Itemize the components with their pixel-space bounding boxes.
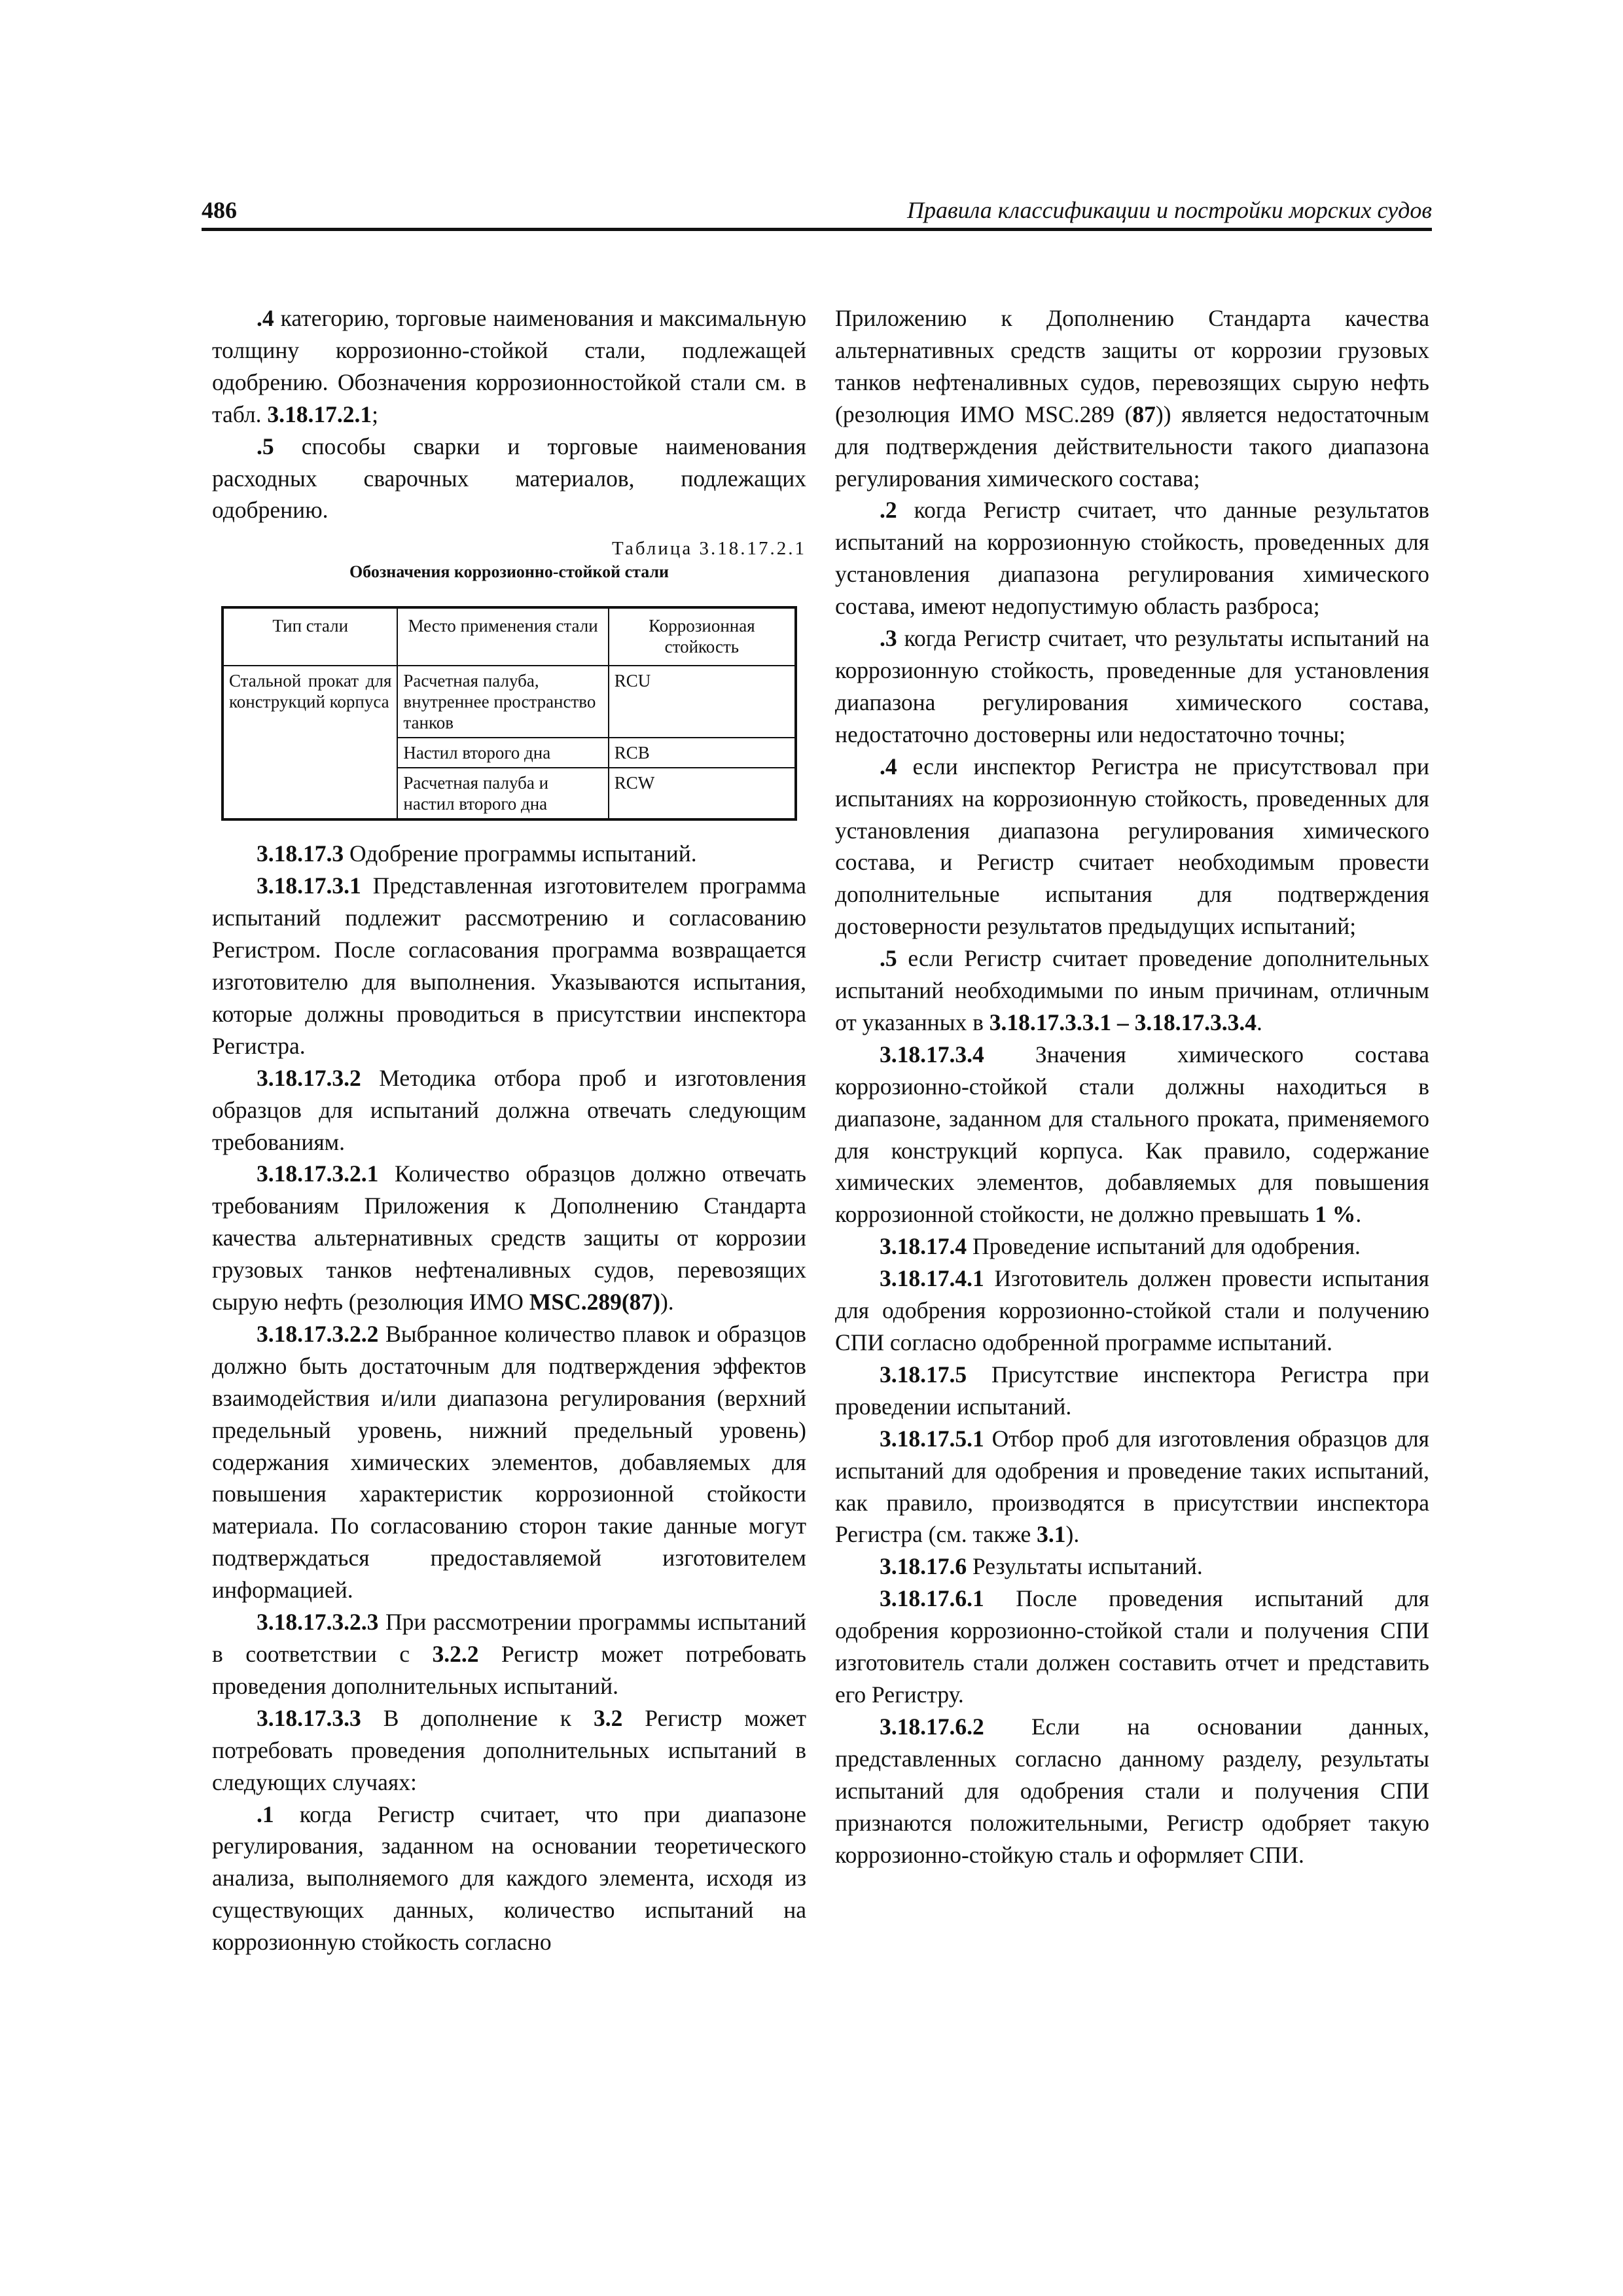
steel-designation-table xyxy=(221,606,797,821)
item-4-paragraph: .4 категорию, торговые наименования и максимальную толщину коррозионно-стойкой стали, подлежащей одобрению. Обозначения коррозионностойкой стали см. в табл. 3.18.17.2.1; xyxy=(212,305,806,427)
item-4-paragraph: .4 если инспектор Регистра не присутствовал при испытаниях на коррозионную стойкость, проведенных для установления диапазона регулирования химического состава, и Регистр считает необходимым провести дополнительные испытания для подтверждения достоверности результатов предыдущих испытаний; xyxy=(835,753,1429,940)
section-3-18-17-5: 3.18.17.5 Присутствие инспектора Регистра при проведении испытаний. xyxy=(835,1361,1429,1420)
section-3-18-17-6-1: 3.18.17.6.1 После проведения испытаний для одобрения коррозионно-стойкой стали и получения СПИ изготовитель стали должен составить отчет и представить его Регистру. xyxy=(835,1585,1429,1708)
section-3-18-17-3-3: 3.18.17.3.3 В дополнение к 3.2 Регистр может потребовать проведения дополнительных испытаний в следующих случаях: xyxy=(212,1704,806,1795)
table-header-cell: Место применения стали xyxy=(397,607,608,666)
place-cell: Расчетная палуба и настил второго дна xyxy=(397,768,608,819)
steel-type-cell: Стальной прокат для конструкций корпуса xyxy=(223,666,397,819)
item-5-paragraph: .5 если Регистр считает проведение дополнительных испытаний необходимыми по иным причинам, отличным от указанных в 3.18.17.3.3.1 – 3.18.17.3.3.4. xyxy=(835,945,1429,1035)
place-cell: Настил второго дна xyxy=(397,738,608,768)
section-3-18-17-6: 3.18.17.6 Результаты испытаний. xyxy=(880,1553,1203,1580)
section-3-18-17-4: 3.18.17.4 Проведение испытаний для одобрения. xyxy=(880,1233,1361,1260)
section-3-18-17-6-2: 3.18.17.6.2 Если на основании данных, представленных согласно данному разделу, результаты испытаний для одобрения стали и получения СПИ признаются положительными, Регистр одобряет такую коррозионно-стойкую сталь и оформляет СПИ. xyxy=(835,1713,1429,1868)
place-cell: Расчетная палуба, внутреннее пространство танков xyxy=(397,666,608,738)
code-cell: RCB xyxy=(609,738,796,768)
item-5-paragraph: .5 способы сварки и торговые наименования расходных сварочных материалов, подлежащих одобрению. xyxy=(212,433,806,524)
section-3-18-17-5-1: 3.18.17.5.1 Отбор проб для изготовления образцов для испытаний для одобрения и проведение таких испытаний, как правило, производятся в присутствии инспектора Регистра (см. также 3.1). xyxy=(835,1425,1429,1548)
page-header xyxy=(202,196,1432,231)
section-3-18-17-3: 3.18.17.3 Одобрение программы испытаний. xyxy=(257,840,697,867)
code-cell: RCW xyxy=(609,768,796,819)
table-header-cell: Тип стали xyxy=(223,607,397,666)
section-3-18-17-3-2: 3.18.17.3.2 Методика отбора проб и изготовления образцов для испытаний должна отвечать следующим требованиям. xyxy=(212,1064,806,1155)
table-header-row xyxy=(223,607,796,666)
item-1-paragraph: .1 когда Регистр считает, что при диапазоне регулирования, заданном на основании теоретического анализа, выполняемого для каждого элемента, исходя из существующих данных, количество испытаний на коррозионную стойкость согласно xyxy=(212,1801,806,1956)
table-title: Обозначения коррозионно-стойкой стали xyxy=(349,562,669,582)
table-row xyxy=(223,666,796,738)
table-label: Таблица 3.18.17.2.1 xyxy=(611,538,806,560)
section-3-18-17-3-1: 3.18.17.3.1 Представленная изготовителем программа испытаний подлежит рассмотрению и согласованию Регистром. После согласования программа возвращается изготовителю для выполнения. Указываются испытания, которые должны проводиться в присутствии инспектора Регистра. xyxy=(212,872,806,1059)
section-3-18-17-3-2-1: 3.18.17.3.2.1 Количество образцов должно отвечать требованиям Приложения к Дополнению Стандарта качества альтернативных средств защиты от коррозии грузовых танков нефтеналивных судов, перевозящих сырую нефть (резолюция ИМО MSC.289(87)). xyxy=(212,1160,806,1316)
item-3-paragraph: .3 когда Регистр считает, что результаты испытаний на коррозионную стойкость, проведенные для установления диапазона регулирования химического состава, недостаточно достоверны или недостаточно точны; xyxy=(835,625,1429,747)
table-header-cell: Коррозионная стойкость xyxy=(609,607,796,666)
right-column xyxy=(835,302,1429,1871)
section-3-18-17-3-4: 3.18.17.3.4 Значения химического состава коррозионно-стойкой стали должны находиться в диапазоне, заданном для стального проката, применяемого для конструкций корпуса. Как правило, содержание химических элементов, добавляемых для повышения коррозионной стойкости, не должно превышать 1 %. xyxy=(835,1041,1429,1228)
section-3-18-17-4-1: 3.18.17.4.1 Изготовитель должен провести испытания для одобрения коррозионно-стойкой стали и получению СПИ согласно одобренной программе испытаний. xyxy=(835,1265,1429,1355)
item-2-paragraph: .2 когда Регистр считает, что данные результатов испытаний на коррозионную стойкость, проведенных для установления диапазона регулирования химического состава, имеют недопустимую область разброса; xyxy=(835,497,1429,620)
section-3-18-17-3-2-3: 3.18.17.3.2.3 При рассмотрении программы испытаний в соответствии с 3.2.2 Регистр может потребовать проведения дополнительных испытаний. xyxy=(212,1609,807,1699)
page-number: 486 xyxy=(202,197,237,223)
left-column xyxy=(212,302,806,1958)
running-title: Правила классификации и постройки морских судов xyxy=(907,197,1432,223)
code-cell: RCU xyxy=(609,666,796,738)
section-3-18-17-3-2-2: 3.18.17.3.2.2 Выбранное количество плавок и образцов должно быть достаточным для подтверждения эффектов взаимодействия и/или диапазона регулирования (верхний предельный уровень, нижний предельный уровень) содержания химических элементов, добавляемых для повышения характеристик коррозионной стойкости материала. По согласованию сторон такие данные могут подтверждаться предоставляемой изготовителем информацией. xyxy=(212,1320,806,1604)
continued-paragraph: Приложению к Дополнению Стандарта качества альтернативных средств защиты от коррозии грузовых танков нефтеналивных судов, перевозящих сырую нефть (резолюция ИМО MSC.289 (87)) является недостаточным для подтверждения действительности такого диапазона регулирования химического состава; xyxy=(835,305,1429,492)
